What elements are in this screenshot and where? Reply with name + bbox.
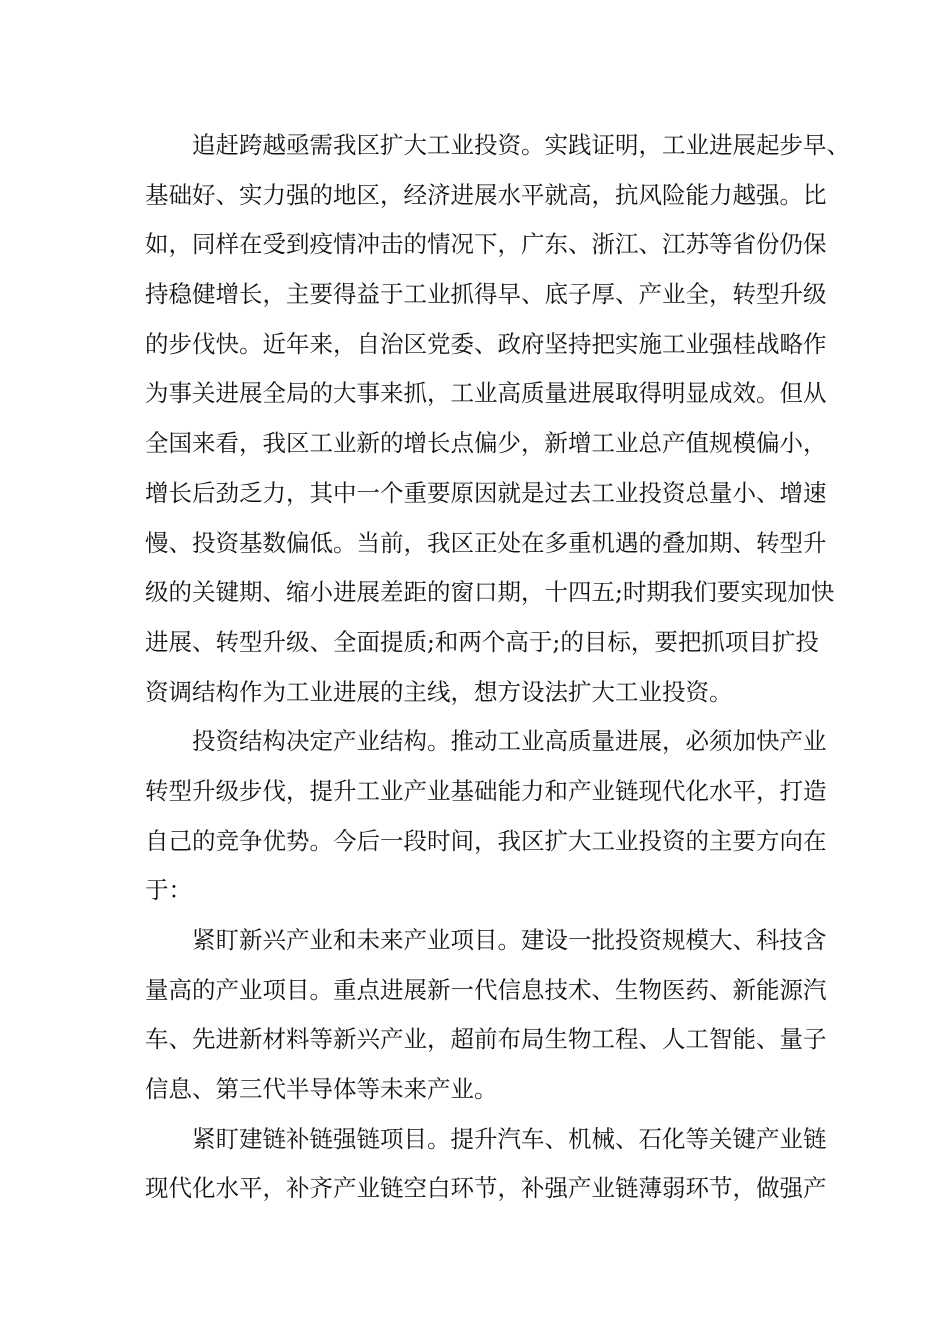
text-line: 增长后劲乏力，其中一个重要原因就是过去工业投资总量小、增速 (145, 478, 827, 507)
text-line: 量高的产业项目。重点进展新一代信息技术、生物医药、新能源汽 (145, 975, 827, 1004)
paragraph-3 (145, 916, 827, 1115)
text-line: 紧盯新兴产业和未来产业项目。建设一批投资规模大、科技含 (192, 926, 827, 954)
text-line: 的步伐快。近年来，自治区党委、政府坚持把实施工业强桂战略作 (145, 329, 827, 358)
text-line: 自己的竞争优势。今后一段时间，我区扩大工业投资的主要方向在 (145, 826, 827, 855)
text-line: 进展、转型升级、全面提质;和两个高于;的目标，要把抓项目扩投 (145, 627, 819, 656)
paragraph-1 (145, 121, 850, 717)
text-line: 持稳健增长，主要得益于工业抓得早、底子厚、产业全，转型升级 (145, 280, 827, 309)
text-line: 基础好、实力强的地区，经济进展水平就高，抗风险能力越强。比 (145, 180, 827, 209)
text-line: 为事关进展全局的大事来抓，工业高质量进展取得明显成效。但从 (145, 379, 827, 408)
text-line: 资调结构作为工业进展的主线，想方设法扩大工业投资。 (145, 677, 733, 706)
document-body (145, 121, 850, 1214)
text-line: 现代化水平，补齐产业链空白环节，补强产业链薄弱环节，做强产 (145, 1174, 827, 1203)
text-line: 级的关键期、缩小进展差距的窗口期，十四五;时期我们要实现加快 (145, 578, 835, 607)
text-line: 慢、投资基数偏低。当前，我区正处在多重机遇的叠加期、转型升 (145, 528, 827, 557)
text-line: 投资结构决定产业结构。推动工业高质量进展，必须加快产业 (192, 727, 827, 756)
text-line: 全国来看，我区工业新的增长点偏少，新增工业总产值规模偏小， (145, 429, 827, 458)
paragraph-4 (145, 1115, 827, 1214)
text-line: 紧盯建链补链强链项目。提升汽车、机械、石化等关键产业链 (192, 1124, 827, 1153)
text-line: 如，同样在受到疫情冲击的情况下，广东、浙江、江苏等省份仍保 (145, 230, 827, 259)
text-line: 追赶跨越亟需我区扩大工业投资。实践证明，工业进展起步早、 (192, 131, 850, 159)
text-line: 于： (145, 876, 192, 905)
text-line: 转型升级步伐，提升工业产业基础能力和产业链现代化水平，打造 (145, 776, 827, 805)
text-line: 车、先进新材料等新兴产业，超前布局生物工程、人工智能、量子 (145, 1025, 827, 1054)
paragraph-2 (145, 717, 827, 916)
text-line: 信息、第三代半导体等未来产业。 (145, 1075, 498, 1104)
